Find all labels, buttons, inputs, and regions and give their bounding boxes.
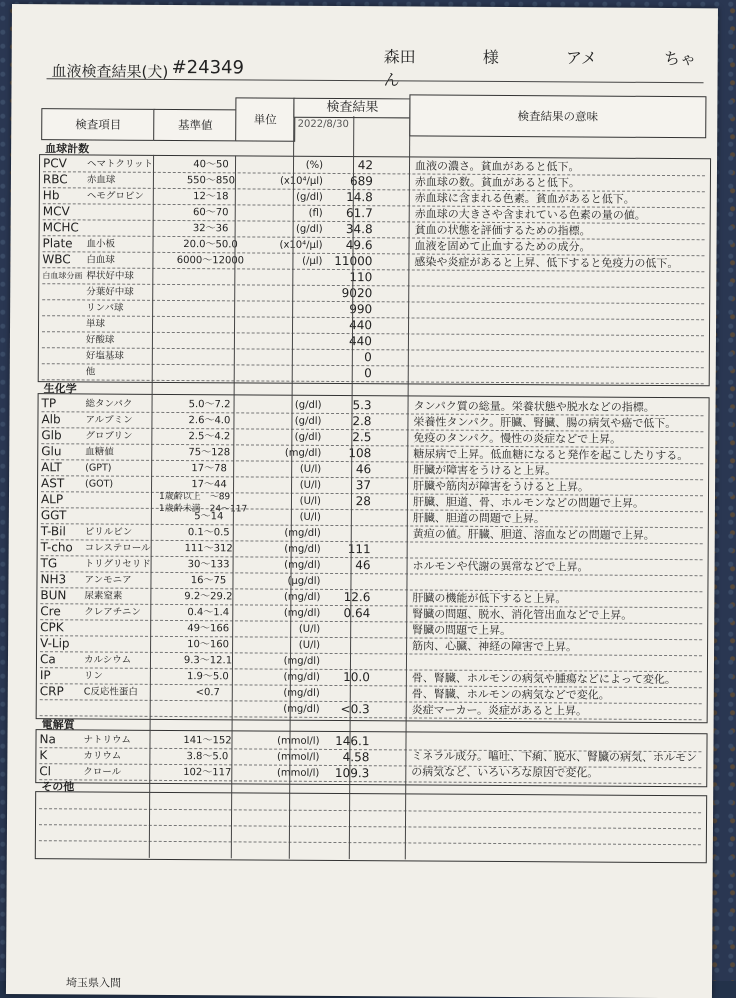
- test-unit: (μg/dl): [260, 574, 320, 589]
- test-value: 34.8: [313, 222, 373, 237]
- test-value: 9020: [312, 286, 372, 301]
- test-value: 990: [312, 302, 372, 317]
- elec-meaning: ミネラル成分。嘔吐、下痢、脱水、腎臓の病気、ホルモンの病気など、いろいろな原因で変化。: [411, 748, 701, 782]
- test-abbr: IP: [40, 668, 80, 683]
- test-abbr: MCV: [43, 204, 83, 219]
- reference-range: [162, 317, 258, 318]
- test-value: 14.8: [313, 190, 373, 205]
- test-meaning: 赤血球の大きさや含まれている色素の量の値。: [415, 206, 646, 222]
- test-unit: (g/dl): [263, 222, 323, 237]
- reference-range: 49～166: [160, 621, 256, 637]
- test-name: 好酸球: [86, 332, 158, 347]
- test-unit: (g/dl): [263, 190, 323, 205]
- reference-range: 550～850: [163, 173, 259, 189]
- reference-range: [162, 285, 258, 286]
- reference-range: 9.3～12.1: [160, 653, 256, 669]
- test-abbr: Glb: [41, 428, 81, 443]
- reference-range: 0.4～1.4: [160, 605, 256, 621]
- reference-range: 102～117: [159, 765, 255, 781]
- test-name: アルブミン: [85, 412, 157, 427]
- test-unit: (mg/dl): [261, 558, 321, 573]
- reference-range: [162, 349, 258, 350]
- test-name: グロブリン: [85, 428, 157, 443]
- test-unit: (g/dl): [262, 398, 322, 413]
- test-value: 11000: [312, 254, 372, 269]
- section-chem: 生化学: [44, 380, 77, 396]
- test-name: ナトリウム: [83, 732, 155, 747]
- test-meaning: 免疫のタンパク。慢性の炎症などで上昇。: [413, 430, 621, 446]
- test-abbr: CRP: [40, 684, 80, 699]
- reference-range: 10～160: [160, 637, 256, 653]
- col-result: 検査結果: [293, 98, 411, 119]
- test-unit: (%): [263, 158, 323, 173]
- test-name: 尿素窒素: [84, 588, 156, 603]
- report-id: #24349: [172, 57, 244, 78]
- col-unit: 単位: [235, 97, 295, 141]
- test-name: 好塩基球: [86, 348, 158, 363]
- test-meaning: 栄養性タンパク。肝臓、腎臓、腸の病気や癌で低下。: [413, 414, 676, 431]
- test-abbr: MCHC: [43, 220, 83, 235]
- reference-range: 17～78: [161, 461, 257, 477]
- reference-range: 16～75: [160, 573, 256, 589]
- test-abbr: GGT: [41, 508, 81, 523]
- reference-range: [162, 269, 258, 270]
- test-abbr: Cre: [40, 604, 80, 619]
- test-meaning: 筋肉、心臓、神経の障害で上昇。: [412, 638, 577, 654]
- test-meaning: 肝臓の機能が低下すると上昇。: [412, 590, 566, 606]
- owner-surname: 森田: [384, 47, 416, 66]
- test-unit: (mg/dl): [261, 542, 321, 557]
- test-value: <0.3: [310, 702, 370, 717]
- honorific: 様: [483, 48, 499, 67]
- test-unit: (mg/dl): [260, 654, 320, 669]
- test-name: 他: [86, 364, 158, 379]
- reference-range: [160, 701, 256, 702]
- test-name: (GPT): [85, 460, 157, 475]
- test-abbr: TG: [41, 556, 81, 571]
- reference-range: [162, 365, 258, 366]
- test-meaning: 腎臓の問題で上昇。: [412, 622, 511, 638]
- test-value: 4.58: [309, 750, 369, 765]
- test-value: 42: [313, 158, 373, 173]
- test-abbr: Ca: [40, 652, 80, 667]
- report-title: 血液検査結果(犬): [52, 60, 169, 82]
- test-meaning: 肝臓や筋肉が障害をうけると上昇。: [413, 478, 589, 494]
- test-value: 111: [311, 542, 371, 557]
- test-unit: (g/dl): [261, 430, 321, 445]
- test-unit: (U/l): [260, 622, 320, 637]
- test-name: 桿状好中球: [86, 268, 158, 283]
- test-meaning: 赤血球の数。貧血があると低下。: [415, 174, 580, 190]
- test-abbr: K: [39, 748, 79, 763]
- pet-name: アメ: [566, 48, 597, 67]
- test-value: 46: [311, 558, 371, 573]
- test-unit: (x10⁴/μl): [263, 174, 323, 189]
- test-value: 689: [313, 174, 373, 189]
- test-meaning: 腎臓の問題、脱水、消化管出血などで上昇。: [412, 606, 632, 622]
- test-unit: (mmol/l): [259, 734, 319, 749]
- test-abbr: TP: [42, 396, 82, 411]
- test-name: クレアチニン: [84, 604, 156, 619]
- test-abbr: WBC: [42, 252, 82, 267]
- test-unit: (x10⁴/μl): [262, 238, 322, 253]
- test-value: 440: [312, 334, 372, 349]
- test-meaning: 肝臓が障害をうけると上昇。: [413, 462, 556, 478]
- test-value: 0.64: [310, 606, 370, 621]
- test-name: 分葉好中球: [86, 284, 158, 299]
- reference-range: <0.7: [160, 685, 256, 701]
- test-meaning: 感染や炎症があると上昇、低下すると免疫力の低下。: [414, 254, 678, 271]
- test-name: 白血球: [86, 252, 158, 267]
- test-name: コレステロール: [85, 540, 157, 555]
- test-meaning: 肝臓、胆道の問題で上昇。: [413, 510, 545, 526]
- test-value: 46: [311, 462, 371, 477]
- test-abbr: PCV: [43, 156, 83, 171]
- test-value: 146.1: [309, 734, 369, 749]
- test-meaning: 糖尿病で上昇。低血糖になると発作を起こしたりする。: [413, 446, 688, 463]
- blood-test-sheet: [6, 4, 718, 998]
- reference-range: 5.0～7.2: [162, 397, 258, 413]
- test-meaning: 黄疸の値。肝臓、胆道、溶血などの問題で上昇。: [413, 526, 655, 542]
- test-unit: (mmol/l): [259, 750, 319, 765]
- test-meaning: タンパク質の総量。栄養状態や脱水などの指標。: [414, 398, 655, 414]
- test-abbr: T-cho: [41, 540, 81, 555]
- reference-range: 111～312: [161, 541, 257, 557]
- test-value: 28: [311, 494, 371, 509]
- reference-range: 20.0～50.0: [162, 237, 258, 253]
- reference-range: [162, 333, 258, 334]
- test-unit: (U/l): [261, 462, 321, 477]
- reference-range: 40～50: [163, 157, 259, 173]
- test-meaning: 肝臓、胆道、骨、ホルモンなどの問題で上昇。: [413, 494, 644, 510]
- test-unit: (fl): [263, 206, 323, 221]
- test-abbr: Na: [39, 732, 79, 747]
- test-abbr: NH3: [40, 572, 80, 587]
- test-name: アンモニア: [84, 572, 156, 587]
- test-value: 440: [312, 318, 372, 333]
- test-meaning: 血液を固めて止血するための成分。: [414, 238, 590, 254]
- test-name: 赤血球: [87, 172, 159, 187]
- section-cbc: 血球計数: [45, 140, 89, 156]
- test-value: 5.3: [312, 398, 372, 413]
- reference-range: 5～14: [161, 509, 257, 525]
- test-unit: (/μl): [262, 254, 322, 269]
- test-meaning: 血液の濃さ。貧血があると低下。: [415, 158, 580, 174]
- test-value: 109.3: [309, 766, 369, 781]
- test-unit: (mg/dl): [261, 446, 321, 461]
- test-value: 0: [312, 366, 372, 381]
- test-abbr: ALT: [41, 460, 81, 475]
- reference-range: 3.8～5.0: [159, 749, 255, 765]
- test-name: カリウム: [83, 748, 155, 763]
- test-meaning: 骨、腎臓、ホルモンの病気などで変化。: [412, 686, 610, 702]
- test-unit: (mg/dl): [260, 606, 320, 621]
- test-name: ビリルビン: [85, 524, 157, 539]
- reference-range: 2.5～4.2: [161, 429, 257, 445]
- test-name: リン: [84, 668, 156, 683]
- test-unit: (mg/dl): [260, 590, 320, 605]
- test-meaning: 赤血球に含まれる色素。貧血があると低下。: [415, 190, 635, 206]
- reference-range: 30～133: [161, 557, 257, 573]
- elec-meaning-row: [39, 746, 699, 784]
- reference-range: 6000～12000: [162, 253, 258, 269]
- test-meaning: 骨、腎臓、ホルモンの病気や腫瘍などによって変化。: [412, 670, 676, 687]
- reference-range: 141～152: [159, 733, 255, 749]
- test-abbr: AST: [41, 476, 81, 491]
- section-other: その他: [41, 778, 74, 794]
- test-meaning: 炎症マーカー。炎症があると上昇。: [412, 702, 587, 718]
- test-name: C反応性蛋白: [84, 684, 156, 699]
- test-abbr: Cl: [39, 764, 79, 779]
- test-value: 2.5: [311, 430, 371, 445]
- test-abbr: 白血球分画: [42, 268, 88, 283]
- test-value: 10.0: [310, 670, 370, 685]
- reference-range: 60～70: [163, 205, 259, 221]
- reference-range: [162, 301, 258, 302]
- test-abbr: Glu: [41, 444, 81, 459]
- test-name: (GOT): [85, 476, 157, 491]
- test-value: 37: [311, 478, 371, 493]
- test-unit: (U/l): [261, 494, 321, 509]
- test-name: 血糖値: [85, 444, 157, 459]
- reference-range: 17～44: [161, 477, 257, 493]
- result-date: 2022/8/30: [293, 116, 353, 134]
- alp-ref-young: 1歳齢未満 24～117: [159, 504, 247, 515]
- test-meaning: ホルモンや代謝の異常などで上昇。: [413, 558, 589, 574]
- test-unit: (U/l): [260, 638, 320, 653]
- test-unit: (mg/dl): [260, 686, 320, 701]
- test-abbr: ALP: [41, 492, 81, 507]
- test-abbr: V-Lip: [40, 636, 80, 651]
- test-unit: (U/l): [261, 478, 321, 493]
- test-abbr: Plate: [42, 236, 82, 251]
- test-unit: (g/dl): [261, 414, 321, 429]
- reference-range: 32～36: [163, 221, 259, 237]
- reference-range: 75～128: [161, 445, 257, 461]
- test-value: 108: [311, 446, 371, 461]
- test-unit: (mg/dl): [261, 526, 321, 541]
- test-name: クロール: [83, 764, 155, 779]
- reference-range: 1.9～5.0: [160, 669, 256, 685]
- col-meaning: 検査結果の意味: [409, 94, 706, 138]
- test-value: 49.6: [312, 238, 372, 253]
- test-abbr: CPK: [40, 620, 80, 635]
- section-elec: 電解質: [42, 716, 75, 732]
- test-name: カルシウム: [84, 652, 156, 667]
- test-unit: (U/l): [261, 510, 321, 525]
- test-value: 12.6: [310, 590, 370, 605]
- col-reference: 基準値: [153, 109, 237, 142]
- alp-ref-adult: 1歳齢以上 ～89: [159, 492, 230, 502]
- test-abbr: Hb: [43, 188, 83, 203]
- col-item: 検査項目: [41, 108, 155, 141]
- test-name: ヘモグロビン: [87, 188, 159, 203]
- test-abbr: T-Bil: [41, 524, 81, 539]
- test-name: 血小板: [86, 236, 158, 251]
- test-abbr: BUN: [40, 588, 80, 603]
- test-value: 61.7: [313, 206, 373, 221]
- test-value: 0: [312, 350, 372, 365]
- reference-range: 0.1～0.5: [161, 525, 257, 541]
- test-name: ヘマトクリット: [87, 156, 159, 171]
- owner-line: [383, 44, 717, 92]
- test-name: 単球: [86, 316, 158, 331]
- reference-range: 9.2～29.2: [160, 589, 256, 605]
- test-value: 110: [312, 270, 372, 285]
- test-unit: (mmol/l): [259, 766, 319, 781]
- test-abbr: RBC: [43, 172, 83, 187]
- test-name: トリグリセリド: [85, 556, 157, 571]
- clinic-footer: 埼玉県入間: [66, 974, 121, 990]
- test-unit: (mg/dl): [260, 670, 320, 685]
- pet-suffix: ちゃん: [383, 49, 696, 89]
- test-meaning: 貧血の状態を評価するための指標。: [415, 222, 591, 238]
- test-value: 2.8: [311, 414, 371, 429]
- test-unit: (mg/dl): [260, 702, 320, 717]
- test-abbr: Alb: [41, 412, 81, 427]
- reference-range: 12～18: [163, 189, 259, 205]
- test-name: 総タンパク: [86, 396, 158, 411]
- reference-range: 2.6～4.0: [161, 413, 257, 429]
- test-name: リンパ球: [86, 300, 158, 315]
